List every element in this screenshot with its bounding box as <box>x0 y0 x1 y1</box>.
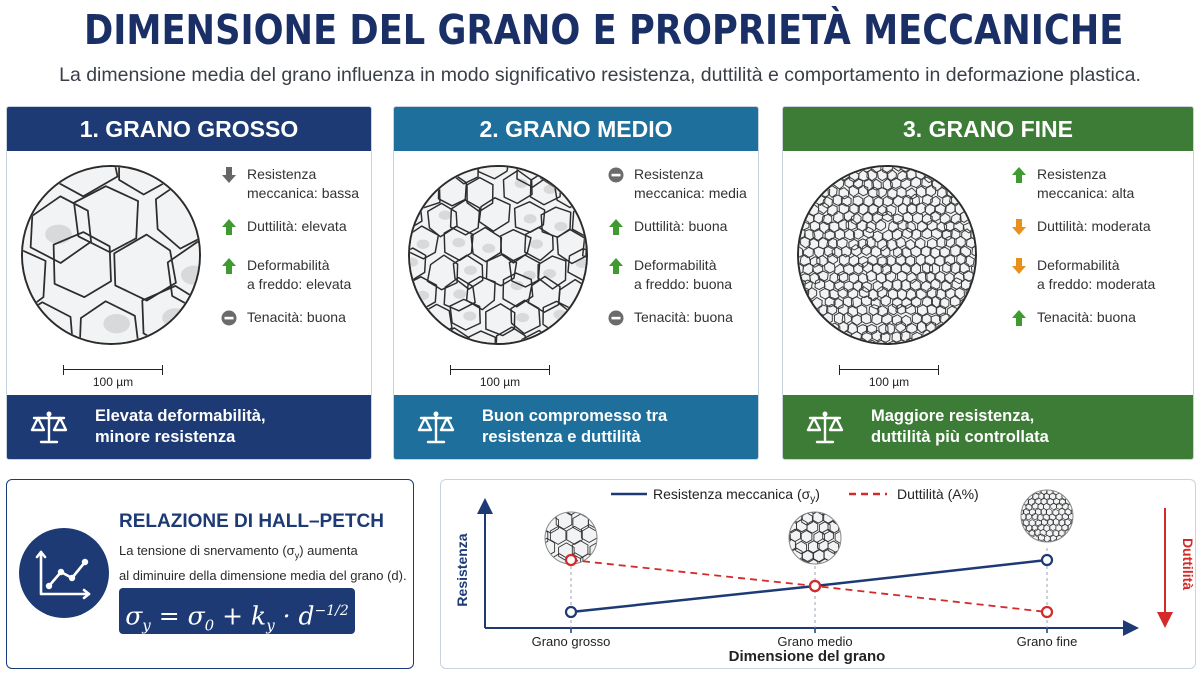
property-item <box>606 256 756 294</box>
arrow-up-icon <box>608 218 624 236</box>
balance-scale-icon <box>805 409 845 445</box>
hall-petch-box <box>6 479 414 669</box>
property-line1: Deformabilità <box>1037 257 1120 273</box>
neutral-icon <box>608 309 624 327</box>
page-subtitle: La dimensione media del grano influenza in modo significativo resistenza, duttilità e comportamento in deformazione plastica. <box>59 64 1141 86</box>
panel-title: 1. GRANO GROSSO <box>7 107 371 151</box>
property-item <box>606 165 756 203</box>
panel-footer <box>7 395 371 459</box>
scale-bar-label: 100 µm <box>479 375 521 389</box>
ductility-point <box>566 555 576 565</box>
property-line1: Duttilità: elevata <box>247 218 347 234</box>
property-line1: Tenacità: buona <box>634 309 733 325</box>
panel-footer <box>783 395 1193 459</box>
property-list <box>606 165 756 347</box>
property-item <box>1009 308 1189 327</box>
property-line2: a freddo: buona <box>634 276 733 292</box>
property-line2: meccanica: media <box>634 185 747 201</box>
arrow-up-icon <box>1011 309 1027 327</box>
grain-thumbnail <box>1014 482 1078 547</box>
scale-bar <box>839 357 939 387</box>
panel-coarse-grain <box>6 106 372 460</box>
hall-petch-description: La tensione di snervamento $(\sigma_y)$ aumenta al diminuire della dimensione media del grano (d). <box>119 543 407 583</box>
x-axis-label: Dimensione del grano <box>728 648 886 665</box>
balance-scale-icon <box>416 409 456 445</box>
balance-scale-icon <box>29 409 69 445</box>
property-line1: Deformabilità <box>634 257 717 273</box>
property-item <box>219 217 369 236</box>
panel-fine-grain <box>782 106 1194 460</box>
footer-line1: Maggiore resistenza, <box>871 407 1035 425</box>
neutral-icon <box>221 309 237 327</box>
property-line1: Duttilità: buona <box>634 218 728 234</box>
property-line2: meccanica: bassa <box>247 185 360 201</box>
property-line2: meccanica: alta <box>1037 185 1135 201</box>
property-list <box>219 165 369 347</box>
ductility-point <box>1042 607 1052 617</box>
property-item <box>606 217 756 236</box>
grain-thumbnail <box>779 501 852 573</box>
trend-graph <box>440 479 1196 669</box>
property-item <box>219 256 369 294</box>
property-item <box>1009 165 1189 203</box>
scale-bar <box>450 357 550 387</box>
micrograph-medium-grain <box>408 165 588 345</box>
arrow-down-icon <box>1011 218 1027 236</box>
legend-strength-label: Resistenza meccanica $(\sigma_y)$ <box>653 486 820 505</box>
arrow-up-icon <box>221 218 237 236</box>
property-line1: Resistenza <box>247 166 317 182</box>
page-title: DIMENSIONE DEL GRANO E PROPRIETÀ MECCANICHE <box>84 6 1124 54</box>
property-line1: Duttilità: moderata <box>1037 218 1151 234</box>
ductility-point <box>810 581 820 591</box>
arrow-down-icon <box>221 166 237 184</box>
ductility-axis-label: Duttilità <box>1180 537 1196 591</box>
y-axis-label: Resistenza <box>454 533 470 607</box>
property-line1: Tenacità: buona <box>247 309 346 325</box>
hall-petch-formula: $\sigma_y = \sigma_0 + k_y \cdot d^{-1/2}$ <box>119 588 355 634</box>
strength-point <box>566 607 576 617</box>
panel-medium-grain <box>393 106 759 460</box>
property-line1: Resistenza <box>1037 166 1107 182</box>
x-tick-label: Grano grosso <box>531 634 611 649</box>
footer-line1: Elevata deformabilità, <box>95 407 266 425</box>
micrograph-coarse-grain <box>21 165 201 345</box>
property-line2: a freddo: elevata <box>247 276 352 292</box>
property-item <box>1009 217 1189 236</box>
panel-footer <box>394 395 758 459</box>
property-line1: Deformabilità <box>247 257 330 273</box>
footer-line2: minore resistenza <box>95 428 236 446</box>
property-line1: Tenacità: buona <box>1037 309 1136 325</box>
footer-line2: resistenza e duttilità <box>482 428 641 446</box>
trend-chart-icon <box>19 528 109 618</box>
property-line2: a freddo: moderata <box>1037 276 1156 292</box>
scale-bar-label: 100 µm <box>92 375 134 389</box>
arrow-up-icon <box>221 257 237 275</box>
neutral-icon <box>608 166 624 184</box>
panel-title: 3. GRANO FINE <box>783 107 1193 151</box>
property-item <box>219 308 369 327</box>
legend-ductility-label: Duttilità (A%) <box>897 486 979 502</box>
footer-line1: Buon compromesso tra <box>482 407 668 425</box>
property-item <box>606 308 756 327</box>
hall-petch-title: RELAZIONE DI HALL–PETCH <box>119 511 384 532</box>
property-line1: Resistenza <box>634 166 704 182</box>
strength-point <box>1042 555 1052 565</box>
property-list <box>1009 165 1189 347</box>
property-item <box>219 165 369 203</box>
x-tick-label: Grano medio <box>777 634 853 649</box>
arrow-up-icon <box>608 257 624 275</box>
scale-bar-label: 100 µm <box>868 375 910 389</box>
footer-line2: duttilità più controllata <box>871 428 1049 446</box>
arrow-down-icon <box>1011 257 1027 275</box>
arrow-up-icon <box>1011 166 1027 184</box>
property-item <box>1009 256 1189 294</box>
panel-title: 2. GRANO MEDIO <box>394 107 758 151</box>
scale-bar <box>63 357 163 387</box>
micrograph-fine-grain <box>797 165 977 345</box>
x-tick-label: Grano fine <box>1016 634 1078 649</box>
